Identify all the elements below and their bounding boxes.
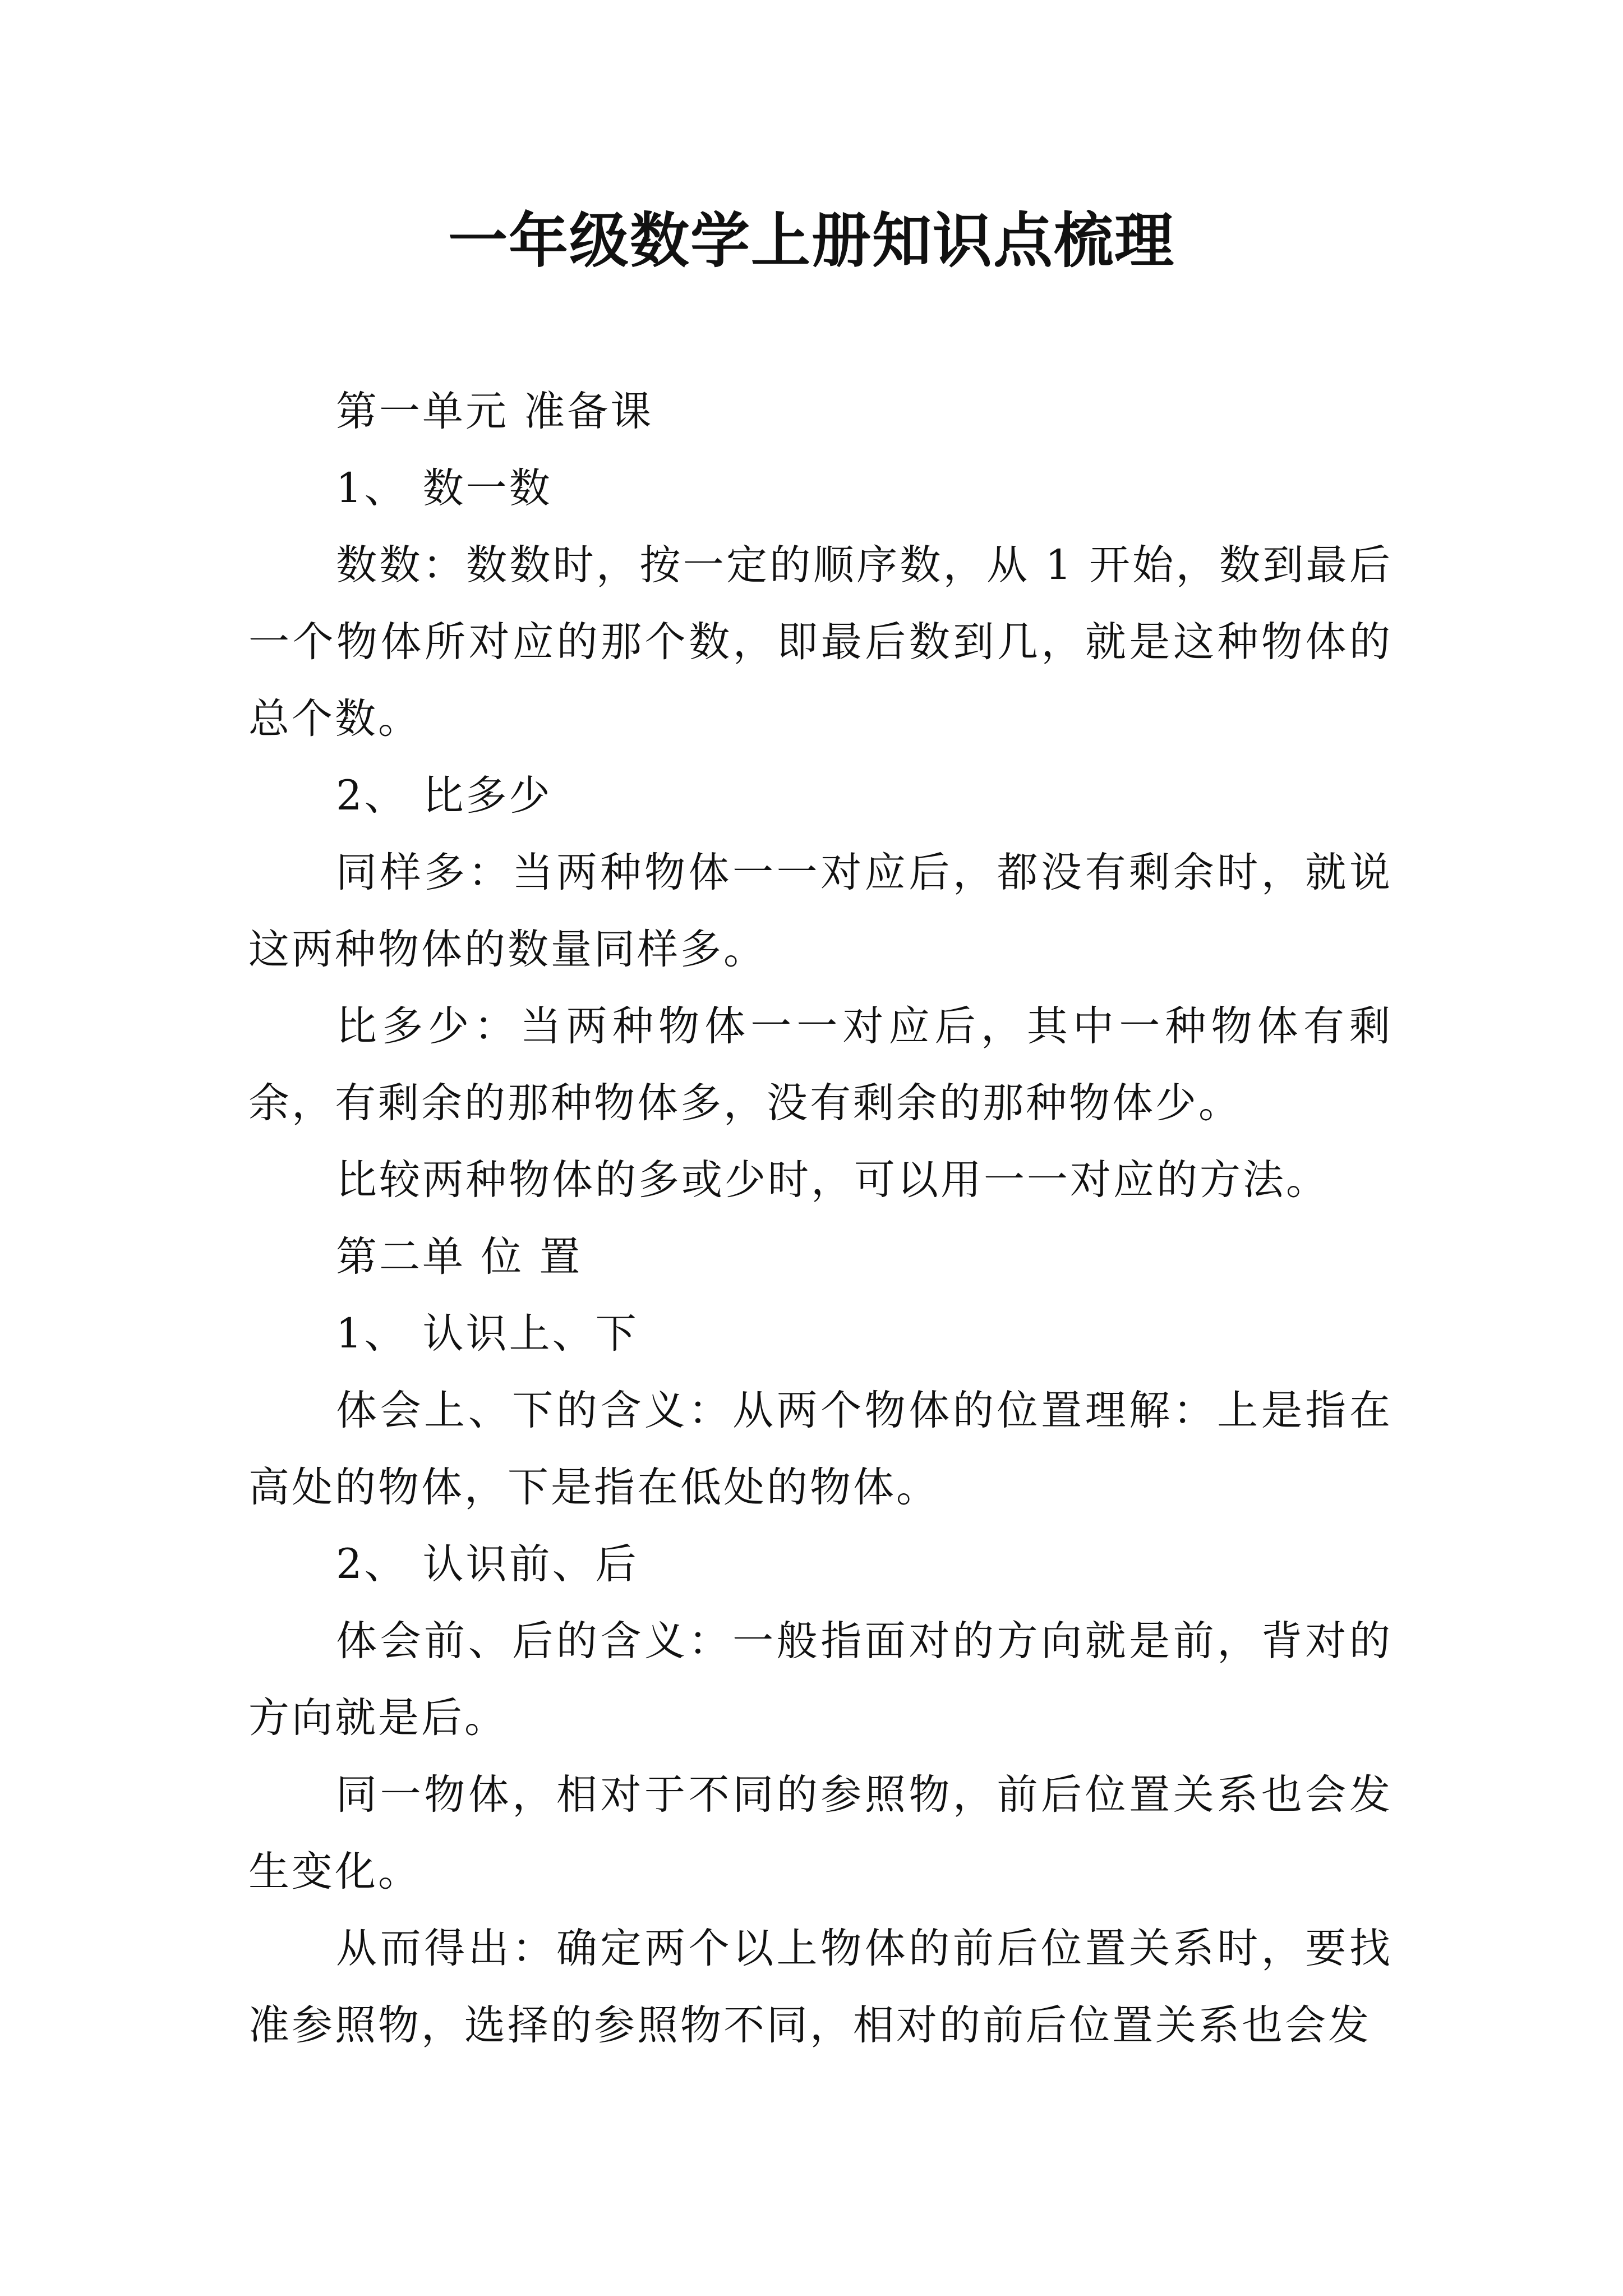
subheading-count: 1、 数一数	[336, 464, 552, 512]
document-body	[248, 373, 1393, 2064]
paragraph-same-amount: 同样多：当两种物体一一对应后，都没有剩余时，就说这两种物体的数量同样多。	[248, 849, 1393, 973]
paragraph-up-down: 体会上、下的含义：从两个物体的位置理解：上是指在高处的物体，下是指在低处的物体。	[248, 1387, 1393, 1511]
subheading-up-down: 1、 认识上、下	[336, 1310, 639, 1358]
paragraph-conclusion: 从而得出：确定两个以上物体的前后位置关系时，要找准参照物，选择的参照物不同，相对的前后位置关系也会发	[248, 1925, 1393, 2049]
paragraph-counting: 数数：数数时，按一定的顺序数，从 1 开始，数到最后一个物体所对应的那个数，即最后数到几，就是这种物体的总个数。	[248, 541, 1393, 743]
paragraph-reference-change: 同一物体，相对于不同的参照物，前后位置关系也会发生变化。	[248, 1771, 1393, 1895]
subheading-front-back: 2、 认识前、后	[336, 1540, 639, 1588]
document-title: 一年级数学上册知识点梳理	[448, 206, 1175, 275]
subheading-compare: 2、 比多少	[336, 772, 552, 820]
paragraph-one-to-one: 比较两种物体的多或少时，可以用一一对应的方法。	[336, 1156, 1329, 1204]
paragraph-front-back: 体会前、后的含义：一般指面对的方向就是前，背对的方向就是后。	[248, 1617, 1393, 1742]
section-heading-unit-2: 第二单 位 置	[336, 1233, 583, 1281]
section-heading-unit-1: 第一单元 准备课	[336, 388, 654, 435]
paragraph-more-less: 比多少：当两种物体一一对应后，其中一种物体有剩余，有剩余的那种物体多，没有剩余的那种物体少。	[248, 1002, 1393, 1127]
